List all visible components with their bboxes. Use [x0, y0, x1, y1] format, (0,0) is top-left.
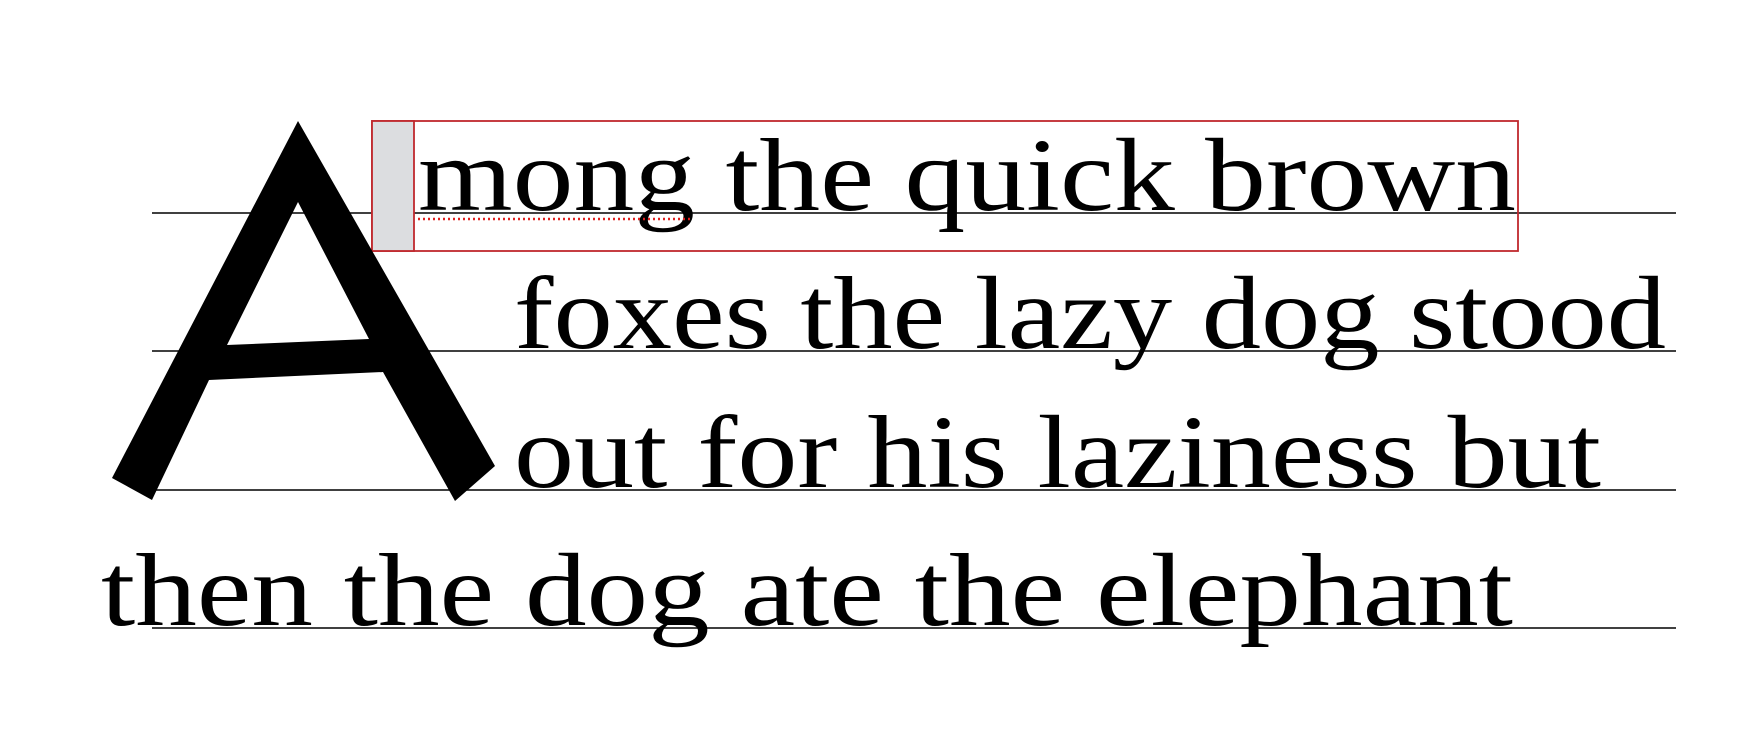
text-line-2: foxes the lazy dog stood [514, 256, 1666, 371]
text-line-1: mong the quick brown [418, 118, 1516, 233]
text-line-4: then the dog ate the elephant [101, 533, 1514, 648]
indent-marker [372, 121, 414, 251]
text-line-3: out for his laziness but [514, 395, 1602, 510]
